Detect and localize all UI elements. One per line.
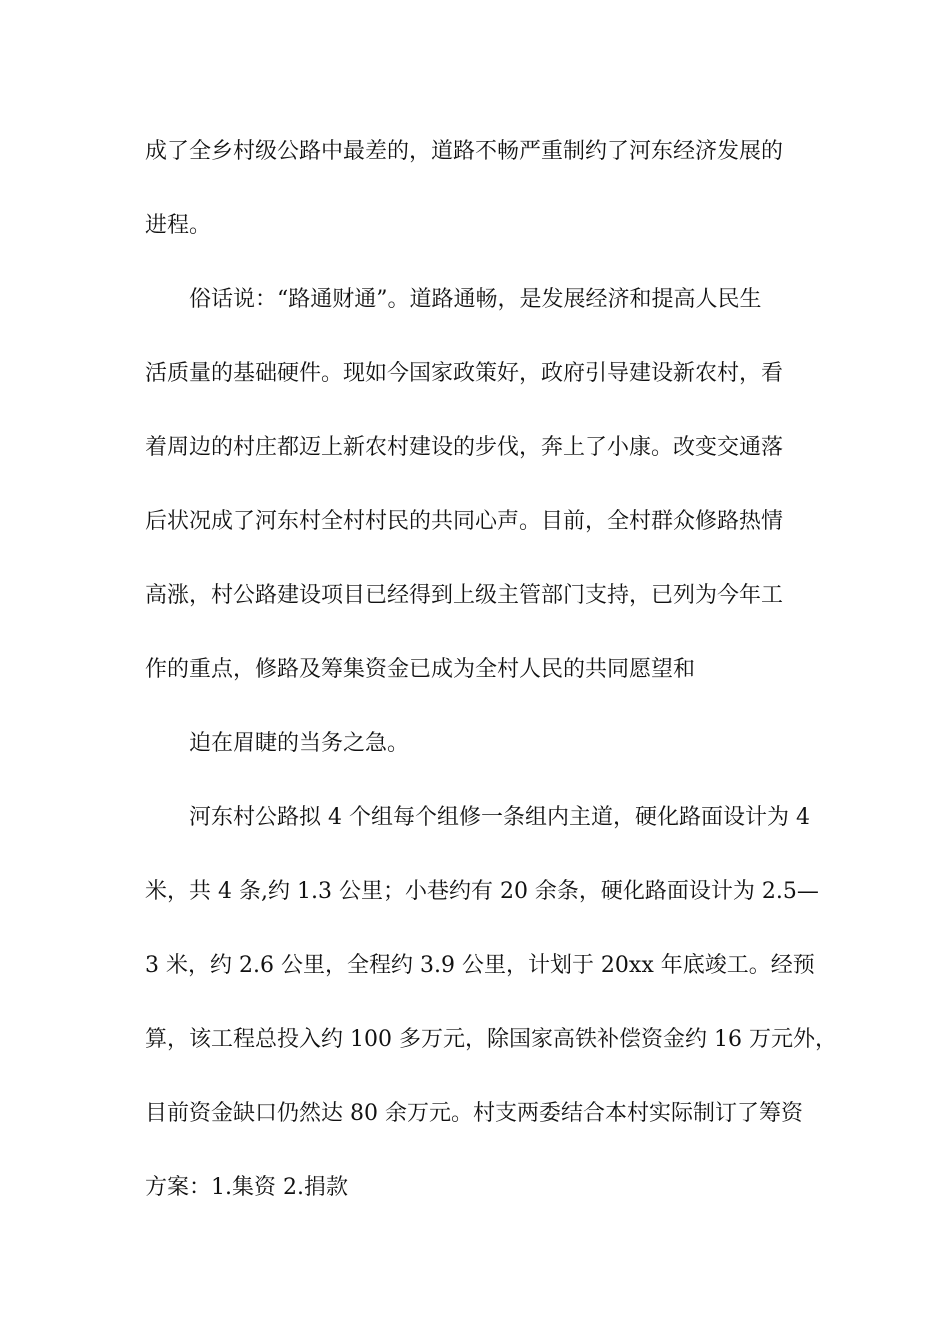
text-line: 成了全乡村级公路中最差的，道路不畅严重制约了河东经济发展的 (145, 139, 784, 164)
document-body (145, 129, 837, 1239)
text-line: 3 米，约 2.6 公里，全程约 3.9 公里，计划于 20xx 年底竣工。经预 (145, 953, 815, 978)
text-line: 方案：1.集资 2.捐款 (145, 1175, 348, 1200)
text-line: 着周边的村庄都迈上新农村建设的步伐，奔上了小康。改变交通落 (145, 435, 784, 460)
text-line: 后状况成了河东村全村村民的共同心声。目前，全村群众修路热情 (145, 509, 784, 534)
text-line: 作的重点，修路及筹集资金已成为全村人民的共同愿望和 (145, 657, 696, 682)
paragraph-start-line: 迫在眉睫的当务之急。 (189, 731, 410, 756)
text-line: 活质量的基础硬件。现如今国家政策好，政府引导建设新农村，看 (145, 361, 784, 386)
text-line: 进程。 (145, 213, 212, 238)
text-line: 米，共 4 条,约 1.3 公里；小巷约有 20 余条，硬化路面设计为 2.5— (145, 879, 819, 904)
text-line: 目前资金缺口仍然达 80 余万元。村支两委结合本村实际制订了筹资 (145, 1101, 803, 1126)
text-line: 高涨，村公路建设项目已经得到上级主管部门支持，已列为今年工 (145, 583, 784, 608)
paragraph-start-line: 河东村公路拟 4 个组每个组修一条组内主道，硬化路面设计为 4 (189, 805, 810, 830)
text-line: 算，该工程总投入约 100 多万元，除国家高铁补偿资金约 16 万元外， (145, 1027, 837, 1052)
paragraph-start-line: 俗话说：“路通财通”。道路通畅，是发展经济和提高人民生 (189, 287, 762, 312)
